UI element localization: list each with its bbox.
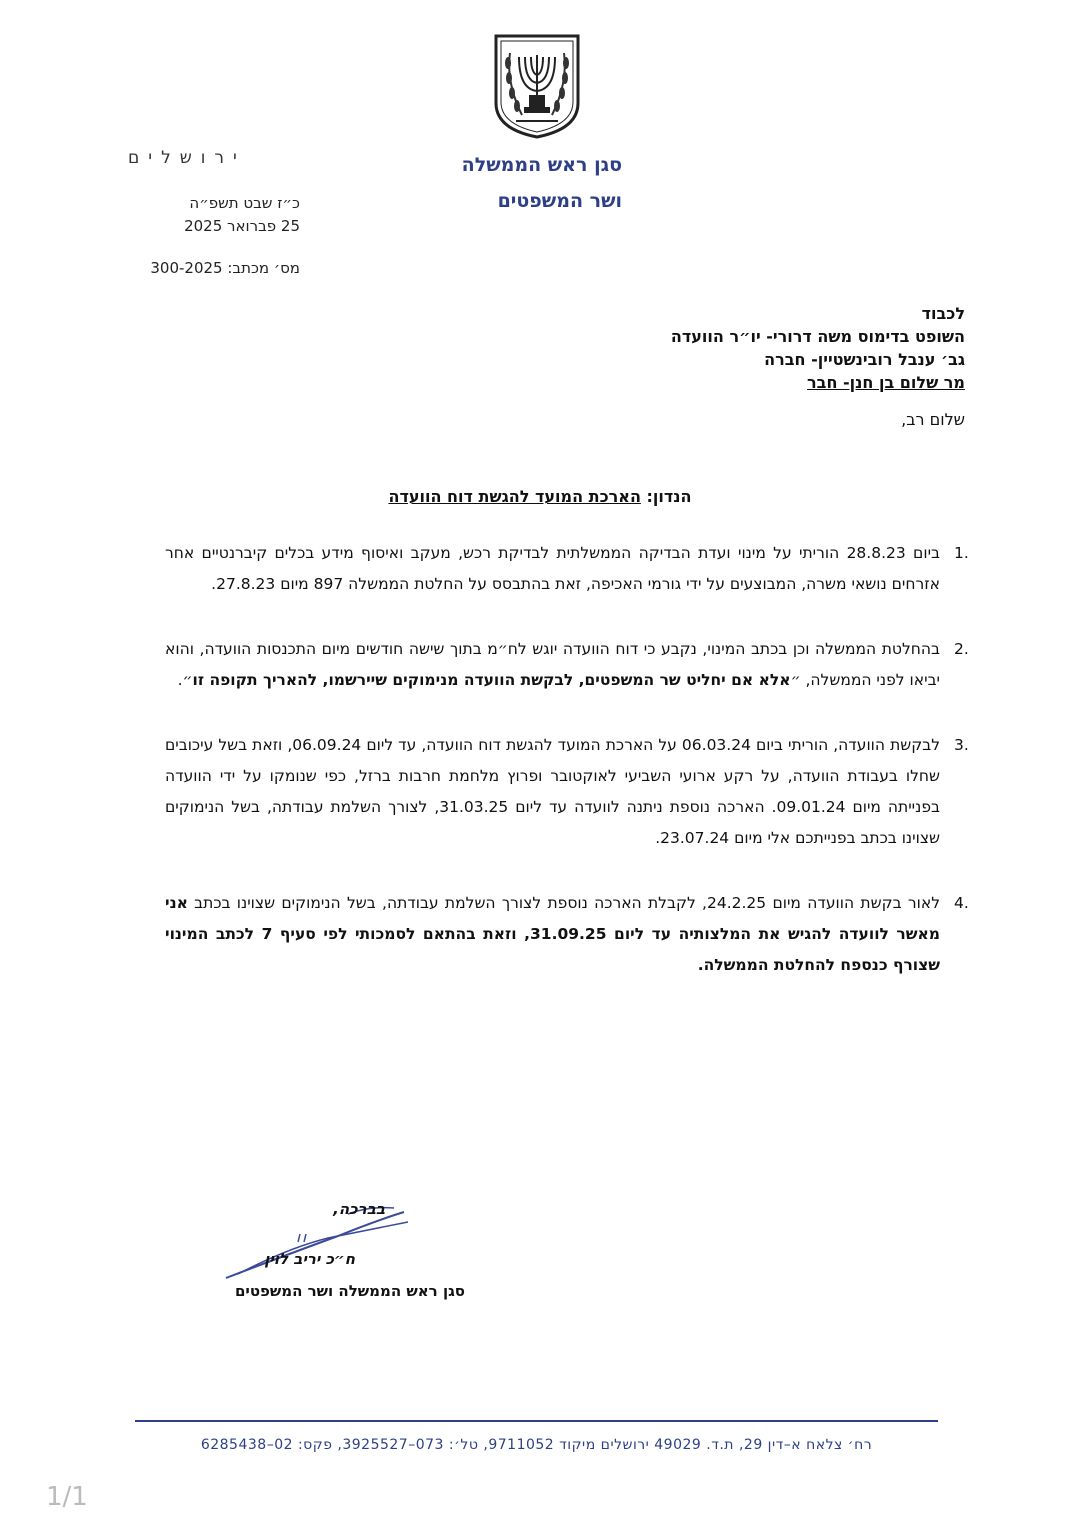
list-item — [165, 888, 969, 981]
item-text: ביום 28.8.23 הוריתי על מינוי ועדת הבדיקה הממשלתית לבדיקת רכש, מעקב ואיסוף מידע בכלים קיברנטיים אחר אזרחים נושאי משרה, המבוצעים על ידי גורמי האכיפה, זאת בהתבסס על החלטת הממשלה 897 מיום 27.8.23. — [165, 544, 940, 593]
list-item — [165, 730, 969, 854]
item-text: לבקשת הוועדה, הוריתי ביום 06.03.24 על הארכת המועד להגשת דוח הוועדה, עד ליום 06.09.24, וזאת בשל עיכובים שחלו בעבודת הוועדה, על רקע ארועי השביעי לאוקטובר ופרוץ מלחמת חרבות ברזל, כפי שנומקו על ידי הוועדה בפנייתה מיום 09.01.24. הארכה נוספת ניתנה לוועדה עד ליום 31.03.25, לצורך השלמת עבודתה, בשל הנימוקים שצוינו בכתב בפנייתכם אלי מיום 23.07.24. — [165, 736, 941, 847]
page-indicator: 1/1 — [46, 1482, 88, 1512]
item-number: .4 — [954, 894, 969, 912]
subject-text: הארכת המועד להגשת דוח הוועדה — [388, 487, 641, 506]
state-emblem-menorah-icon — [492, 33, 582, 139]
footer-contact: רח׳ צלאח א–דין 29, ת.ד. 49029 ירושלים מיקוד 9711052, טל׳: 073–3925527, פקס: 02–6285438 — [200, 1437, 873, 1453]
footer-divider — [135, 1420, 938, 1422]
list-item — [165, 538, 969, 600]
recipient-member-2: מר שלום בן חנן- חבר — [807, 373, 965, 392]
recipients-salutation: לכבוד — [921, 304, 965, 323]
letter-dates — [130, 192, 300, 238]
signer-name: ח״כ יריב לוין — [264, 1250, 355, 1268]
item-number: .2 — [954, 640, 969, 658]
office-title-line2: ושר המשפטים — [497, 190, 622, 212]
item-text: לאור בקשת הוועדה מיום 24.2.25, לקבלת הארכה נוספת לצורך השלמת עבודתה, בשל הנימוקים שצוינו בכתב — [187, 894, 940, 912]
item-quote-bold: אלא אם יחליט שר המשפטים, לבקשת הוועדה מנימוקים שיירשמו, להאריך תקופה זו — [192, 671, 791, 689]
recipient-chair: השופט בדימוס משה דרורי- יו״ר הוועדה — [670, 327, 965, 346]
item-number: .1 — [954, 544, 969, 562]
recipient-member-1: גב׳ ענבל רובינשטיין- חברה — [764, 350, 965, 369]
city-name: ירושלים — [128, 148, 246, 168]
gregorian-date: 25 פברואר 2025 — [184, 217, 300, 235]
office-title — [322, 147, 622, 219]
letter-body — [165, 538, 969, 1015]
item-number: .3 — [954, 736, 969, 754]
recipients-block — [445, 302, 965, 394]
item-text: בהחלטת הממשלה וכן בכתב המינוי, נקבע כי דוח הוועדה יוגש לח״מ בתוך שישה חודשים מיום התכנסות הוועדה, והוא יביאו לפני הממשלה, ״ — [165, 640, 940, 689]
office-title-line1: סגן ראש הממשלה — [461, 154, 622, 176]
item-text-end: ״. — [177, 671, 193, 689]
hebrew-date: כ״ז שבט תשפ״ה — [189, 194, 300, 212]
subject-line — [160, 487, 920, 506]
item-decision-bold: אני מאשר לוועדה להגיש את המלצותיה עד ליום 31.09.25, וזאת בהתאם לסמכותי לפי סעיף 7 לכתב המינוי שצורף כנספח להחלטת הממשלה. — [165, 894, 941, 974]
list-item — [165, 634, 969, 696]
letter-number: מס׳ מכתב: 300-2025 — [150, 259, 300, 277]
closing-block — [200, 1200, 465, 1300]
signer-title: סגן ראש הממשלה ושר המשפטים — [234, 1282, 465, 1300]
subject-label: הנדון: — [646, 487, 692, 506]
greeting: שלום רב, — [901, 410, 965, 429]
closing-regards: בברכה, — [333, 1200, 385, 1218]
